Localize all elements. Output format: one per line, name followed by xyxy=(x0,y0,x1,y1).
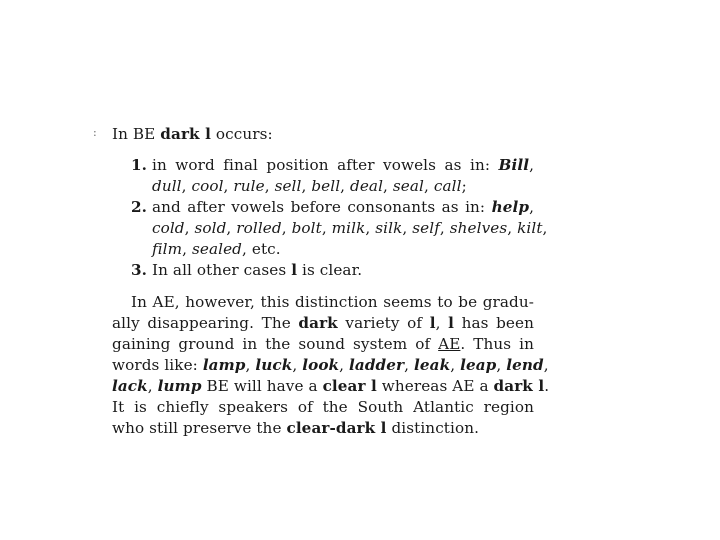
item-number: 2. xyxy=(131,198,148,216)
punct: , xyxy=(542,219,548,237)
bold-term: dark l xyxy=(493,377,545,395)
example-word: kilt xyxy=(517,219,543,237)
example-word: lamp xyxy=(202,356,246,374)
paragraph-line-7 xyxy=(112,418,479,438)
example-word: sealed xyxy=(192,240,243,258)
example-word: leak xyxy=(414,356,451,374)
intro-text: In BE xyxy=(112,125,161,143)
example-word: deal xyxy=(350,177,384,195)
paragraph-line-4: words like: lamp, luck, look, ladder, leak, leap, lend, xyxy=(112,356,549,374)
item-text: In all other cases xyxy=(152,261,292,279)
bold-term: l xyxy=(429,314,436,332)
paragraph-line-1 xyxy=(131,292,534,312)
example-word: leap xyxy=(460,356,497,374)
intro-term: dark l xyxy=(160,125,211,143)
letter-l: l xyxy=(291,261,298,279)
paragraph-line-2 xyxy=(112,313,534,333)
example-word: cold xyxy=(152,219,185,237)
paragraph-text: BE will have a xyxy=(201,377,323,395)
bold-term: clear l xyxy=(322,377,377,395)
example-word: call xyxy=(433,177,462,195)
item-1-line-2: dull, cool, rule, sell, bell, deal, seal, call; xyxy=(152,177,467,195)
punct: , xyxy=(529,198,534,216)
example-word: rolled xyxy=(236,219,282,237)
underlined-term: AE xyxy=(438,335,461,353)
item-text: in word final position after vowels as in: xyxy=(152,156,499,174)
item-text: is clear. xyxy=(297,261,363,279)
item-text: and after vowels before consonants as in: xyxy=(152,198,492,216)
paragraph-text: has been xyxy=(453,314,534,332)
example-word: dull xyxy=(152,177,182,195)
paragraph-text: whereas AE a xyxy=(376,377,494,395)
paragraph-text: gaining ground in the sound system of xyxy=(112,335,439,353)
example-word: luck xyxy=(255,356,293,374)
paragraph-text: In AE, however, this distinction seems to be gradu- xyxy=(131,293,534,311)
item-1-line-1 xyxy=(131,155,534,175)
paragraph-text: who still preserve the xyxy=(112,419,287,437)
example-word: sell xyxy=(274,177,302,195)
example-word: film xyxy=(152,240,183,258)
example-word: self xyxy=(412,219,440,237)
example-word: bolt xyxy=(291,219,322,237)
item-number: 3. xyxy=(131,261,148,279)
paragraph-text: . Thus in xyxy=(460,335,534,353)
paragraph-line-3 xyxy=(112,334,534,354)
paragraph-text: words like: xyxy=(112,356,203,374)
bold-term: dark xyxy=(298,314,338,332)
paragraph-text: variety of xyxy=(337,314,430,332)
example-word: shelves xyxy=(449,219,508,237)
example-word: milk xyxy=(331,219,366,237)
example-word: bell xyxy=(311,177,341,195)
item-number: 1. xyxy=(131,156,148,174)
punct: . xyxy=(544,377,550,395)
intro-line xyxy=(112,124,273,144)
example-word: lack xyxy=(112,377,148,395)
paragraph-text: , xyxy=(435,314,449,332)
example-word: Bill xyxy=(498,156,530,174)
paragraph-text: It is chiefly speakers of the South Atlantic region xyxy=(112,398,534,416)
example-word: lump xyxy=(157,377,202,395)
punct: , xyxy=(529,156,534,174)
intro-text-end: occurs: xyxy=(210,125,273,143)
paragraph-text: ally disappearing. The xyxy=(112,314,299,332)
example-word: help xyxy=(491,198,530,216)
example-word: lend xyxy=(506,356,544,374)
item-3-line-1 xyxy=(131,260,362,280)
example-word: silk xyxy=(375,219,403,237)
margin-marker: : xyxy=(93,126,97,139)
punct: , xyxy=(543,356,549,374)
punct: , etc. xyxy=(242,240,281,258)
punct: ; xyxy=(461,177,467,195)
example-word: rule xyxy=(233,177,265,195)
item-2-line-3: film, sealed, etc. xyxy=(152,240,281,258)
example-word: ladder xyxy=(349,356,405,374)
example-word: seal xyxy=(392,177,425,195)
paragraph-text: distinction. xyxy=(386,419,480,437)
item-2-line-1 xyxy=(131,197,534,217)
paragraph-line-6 xyxy=(112,397,534,417)
bold-term: clear-dark l xyxy=(286,419,387,437)
example-word: sold xyxy=(194,219,227,237)
example-word: look xyxy=(302,356,340,374)
paragraph-line-5: lack, lump BE will have a clear l whereas AE a dark l. xyxy=(112,377,550,395)
item-2-line-2: cold, sold, rolled, bolt, milk, silk, self, shelves, kilt, xyxy=(152,219,548,237)
example-word: cool xyxy=(191,177,224,195)
bold-term: l xyxy=(448,314,454,332)
